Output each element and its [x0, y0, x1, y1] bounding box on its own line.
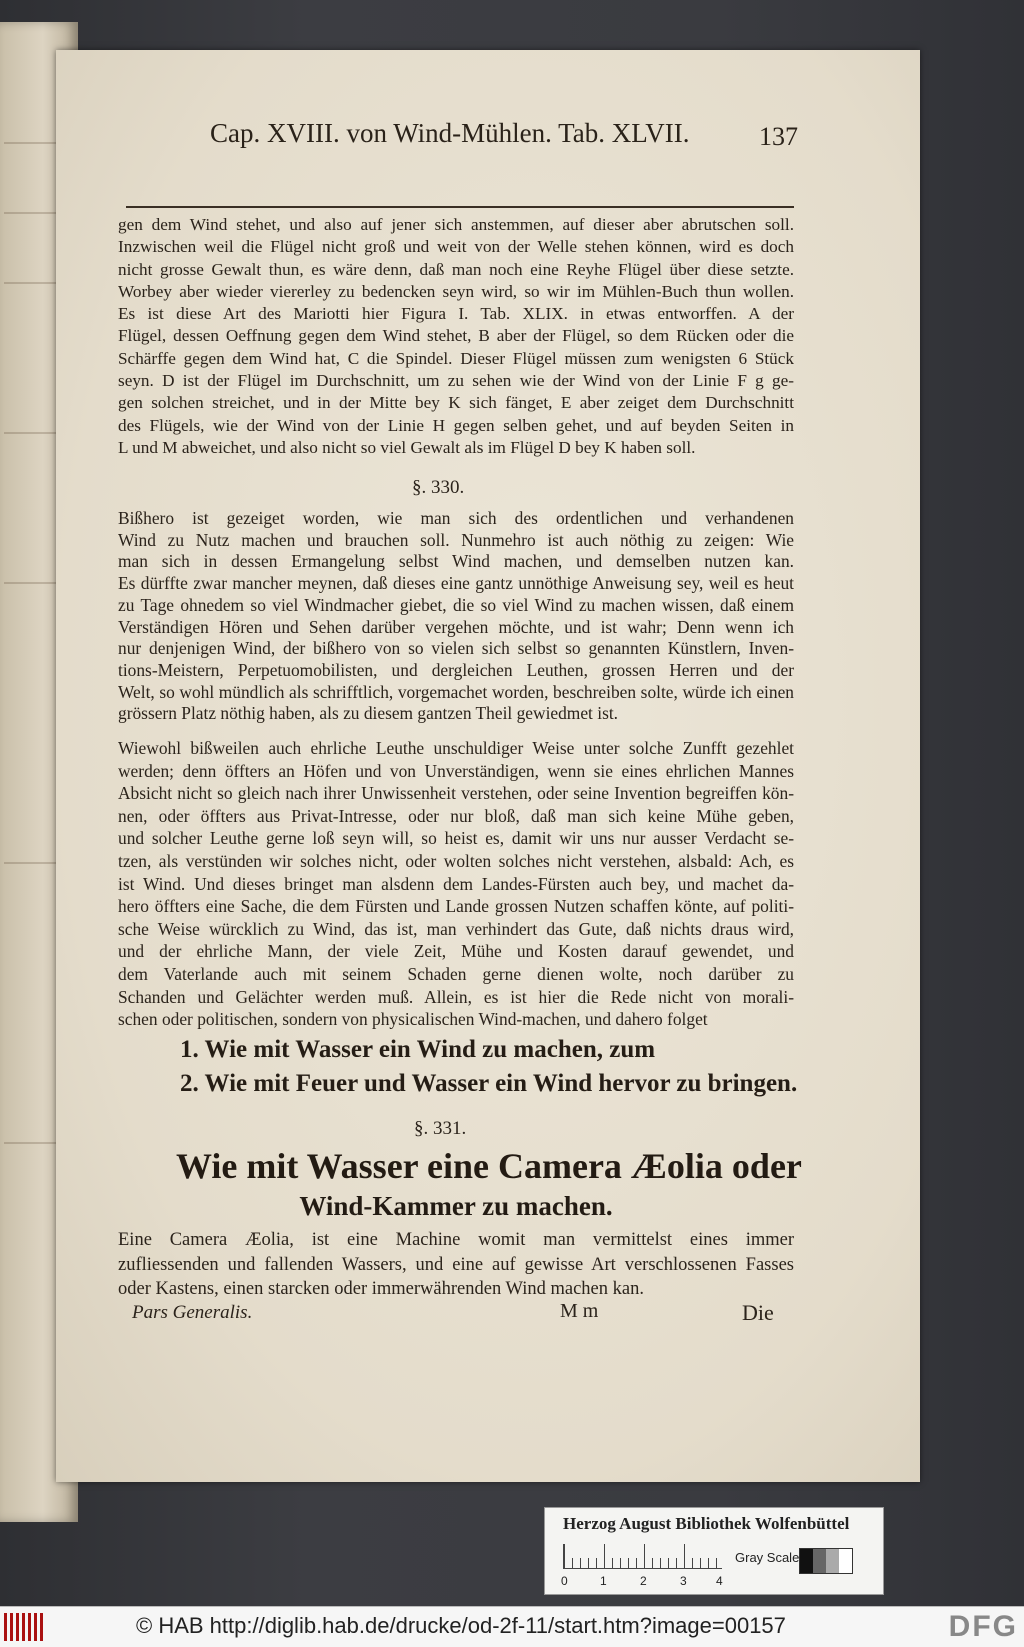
list-item-1: 1. Wie mit Wasser ein Wind zu machen, zum: [180, 1036, 656, 1063]
section-331: §. 331.: [414, 1118, 467, 1139]
ruler-number: 4: [716, 1574, 723, 1588]
section-330: §. 330.: [412, 477, 465, 498]
text-line: zufliessenden und fallenden Wassers, und eine auf gewisse Art verschlossenen Fasses: [118, 1254, 794, 1275]
credit-link[interactable]: © HAB http://diglib.hab.de/drucke/od-2f-11/start.htm?image=00157: [136, 1613, 786, 1638]
hab-logo-icon[interactable]: [4, 1613, 46, 1641]
text-line: zu Tage ohnedem so viel Windmacher giebet, die so viel Wind zu machen wissen, daß einem: [118, 594, 794, 615]
running-head-title: Cap. XVIII. von Wind-Mühlen. Tab. XLVII.: [210, 118, 690, 148]
ruler-number: 2: [640, 1574, 647, 1588]
text-line: tzen, als verstünden wir solches nicht, oder wolten solches nicht verstehen, alsbald: Ach, es: [118, 850, 794, 871]
text-line: gen dem Wind stehet, und also auf jener sich anstemmen, auf dieser aber abrutschen soll.: [118, 215, 794, 234]
library-color-card: [544, 1507, 884, 1595]
running-head: [150, 118, 798, 158]
text-line: Schärffe gegen dem Wind hat, C die Spindel. Dieser Flügel müssen zum wenigsten 6 Stück: [118, 348, 794, 368]
text-line: nen, oder öffters aus Privat-Intresse, oder nur bloß, daß man sich keine Mühe geben,: [118, 805, 794, 826]
text-line: Verständigen Hören und Sehen darüber vergehen möchte, und ist wahr; Denn wenn ich: [118, 616, 794, 637]
text-line: Welt, so wohl mündlich als schrifftlich, vorgemachet worden, beschreiben solte, würde ich einen: [118, 681, 794, 702]
gray-scale-label: Gray Scale: [735, 1550, 800, 1565]
header-rule: [126, 206, 794, 208]
ruler-number: 1: [600, 1574, 607, 1588]
text-line: L und M abweichet, und also nicht so viel Gewalt als im Flügel D bey K haben soll.: [118, 437, 696, 457]
footer-signature: M m: [560, 1300, 599, 1322]
text-line: dem Vaterlande auch mit seinem Schaden gerne dienen wolte, noch darüber zu: [118, 963, 794, 984]
text-line: man sich in dessen Ermangelung selbst Wind machen, und demselben nutzen kan.: [118, 551, 794, 572]
text-line: werden; denn öffters an Höfen und von Unverständigen, wenn sie eines ehrlichen Mannes: [118, 760, 794, 781]
text-line: Wiewohl bißweilen auch ehrliche Leuthe unschuldiger Weise unter solche Zunfft gezehlet: [118, 738, 794, 758]
text-line: Eine Camera Æolia, ist eine Machine womit man vermittelst eines immer: [118, 1230, 794, 1250]
text-line: Worbey aber wieder viererley zu bedencken seyn wird, so wir im Mühlen-Buch thun wollen.: [118, 281, 794, 301]
gray-scale-swatch: [799, 1548, 853, 1574]
text-line: nur denjenigen Wind, der bißhero von so vielen sich selbst so genannten Künstlern, Inven-: [118, 638, 794, 659]
text-line: Schanden und Gelächter werden muß. Allein, es ist hier die Rede nicht von morali-: [118, 986, 794, 1007]
text-line: seyn. D ist der Flügel im Durchschnitt, um zu sehen wie der Wind von der Linie F g ge-: [118, 371, 794, 391]
text-line: Es ist diese Art des Mariotti hier Figura I. Tab. XLIX. in etwas entworffen. A der: [118, 304, 794, 324]
text-line: und der ehrliche Mann, der viele Zeit, Mühe und Kosten darauf gewendet, und: [118, 941, 794, 962]
text-line: grössern Platz nöthig haben, als zu diesem gantzen Theil gewiedmet ist.: [118, 703, 619, 724]
ruler-scale: [563, 1544, 722, 1569]
text-line: Wind zu Nutz machen und brauchen soll. Nunmehro ist auch nöthig zu zeigen: Wie: [118, 529, 794, 550]
page-number: 137: [759, 122, 798, 151]
text-line: Flügel, dessen Oeffnung gegen dem Wind stehet, B aber der Flügel, so dem Rücken oder die: [118, 326, 794, 346]
text-line: hero öffters eine Sache, die dem Fürsten und Lande grossen Nutzen schaffen könte, auf politi-: [118, 896, 794, 917]
ruler-number: 0: [561, 1574, 568, 1588]
text-line: Bißhero ist gezeiget worden, wie man sich des ordentlichen und verhandenen: [118, 508, 794, 528]
footer-catchword: Die: [742, 1300, 774, 1325]
text-line: Absicht nicht so gleich nach ihrer Unwissenheit verstehen, oder seine Invention begreiffen kön-: [118, 783, 794, 804]
paragraph-wind-machen: [118, 508, 794, 725]
footer-pars-generalis: Pars Generalis.: [132, 1302, 253, 1323]
text-line: gen solchen streichet, und in der Mitte bey K sich fänget, E aber zeiget dem Durchschnitt: [118, 393, 794, 413]
viewer-footer: [0, 1606, 1024, 1647]
library-name: Herzog August Bibliothek Wolfenbüttel: [563, 1514, 850, 1533]
list-item-2: 2. Wie mit Feuer und Wasser ein Wind hervor zu bringen.: [180, 1070, 798, 1097]
paragraph-camera-aeolia: [118, 1228, 794, 1302]
text-line: sche Weise würcklich zu Wind, das ist, man verhindert das Gute, daß nichts draus wird,: [118, 918, 794, 939]
paragraph-ehrliche-leuthe: [118, 737, 794, 1031]
text-line: ist Wind. Und dieses bringet man alsdenn dem Landes-Fürsten auch bey, und machet da-: [118, 873, 794, 894]
text-line: Inzwischen weil die Flügel nicht groß und weit von der Welle stehen können, wird es doch: [118, 237, 794, 257]
text-line: des Flügels, wie der Wind von der Linie H gegen selben gehet, und auf beyden Seiten in: [118, 415, 794, 435]
chapter-heading-line2: Wind-Kammer zu machen.: [299, 1191, 613, 1221]
text-line: tions-Meistern, Perpetuomobilisten, und dergleichen Leuthen, grossen Herren und der: [118, 659, 794, 680]
paragraph-mariotti: [118, 214, 794, 459]
text-line: oder Kastens, einen starcken oder immerwährenden Wind machen kan.: [118, 1279, 644, 1299]
ruler-number: 3: [680, 1574, 687, 1588]
dfg-logo[interactable]: DFG: [948, 1610, 1018, 1643]
chapter-heading-line1: Wie mit Wasser eine Camera Æolia oder: [176, 1146, 802, 1186]
text-line: Es dürffte zwar mancher meynen, daß dieses eine gantz unnöthige Anweisung sey, weil es heut: [118, 573, 794, 594]
text-line: nicht grosse Gewalt thun, es wäre denn, daß man noch eine Reyhe Flügel über diese setzte.: [118, 259, 794, 279]
text-line: und solcher Leuthe gerne loß seyn will, so heist es, damit wir uns nur ausser Verdacht se-: [118, 828, 794, 849]
text-line: schen oder politischen, sondern von physicalischen Wind-machen, und dahero folget: [118, 1009, 708, 1030]
